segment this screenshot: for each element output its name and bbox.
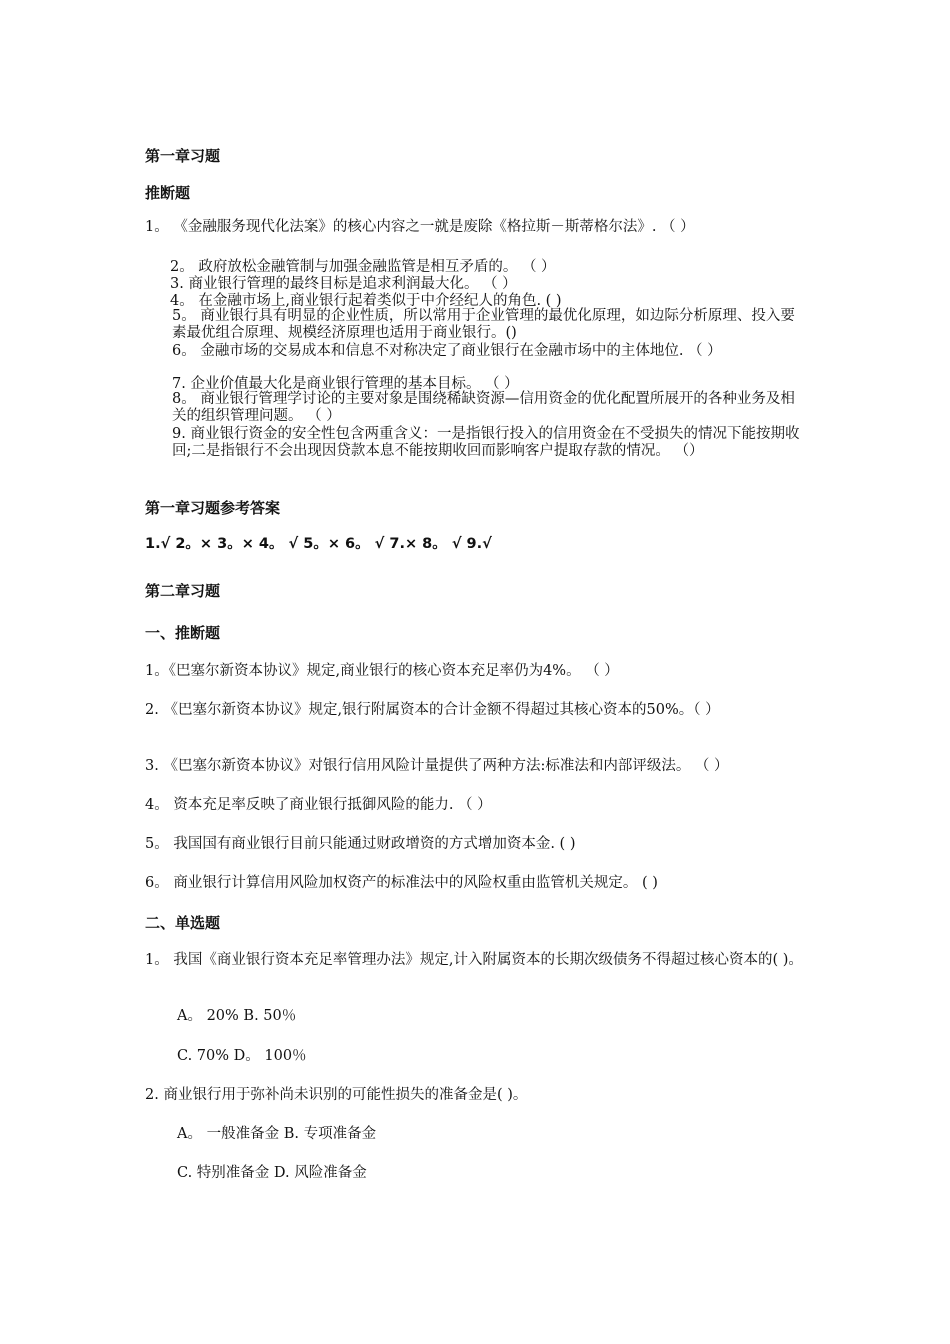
chapter1-answers: 1.√ 2。× 3。× 4。 √ 5。× 6。 √ 7.× 8。 √ 9.√	[145, 536, 492, 552]
ch1-question-7: 7. 企业价值最大化是商业银行管理的基本目标。 （ ）	[172, 376, 519, 392]
ch2-choice-1-options-ab: A。 20% B. 50％	[177, 1008, 297, 1024]
ch2-question-2: 2. 《巴塞尔新资本协议》规定,银行附属资本的合计金额不得超过其核心资本的50%。（ ）	[145, 702, 720, 718]
chapter1-section-judgment: 推断题	[145, 184, 191, 202]
ch1-question-8: 8。 商业银行管理学讨论的主要对象是围绕稀缺资源—信用资金的优化配置所展开的各种业务及相关的组织管理问题。 （ ）	[172, 391, 795, 424]
chapter2-title: 第二章习题	[145, 582, 221, 600]
ch1-question-2: 2。 政府放松金融管制与加强金融监管是相互矛盾的。 （ ）	[170, 259, 556, 275]
ch2-choice-2-options-cd: C. 特别准备金 D. 风险准备金	[177, 1165, 367, 1181]
ch1-question-1: 1。 《金融服务现代化法案》的核心内容之一就是废除《格拉斯－斯蒂格尔法》. （ ）	[145, 219, 695, 235]
ch1-question-9: 9. 商业银行资金的安全性包含两重含义：一是指银行投入的信用资金在不受损失的情况下能按期收回;二是指银行不会出现因贷款本息不能按期收回而影响客户提取存款的情况。 （）	[172, 426, 800, 459]
ch2-choice-2: 2. 商业银行用于弥补尚未识别的可能性损失的准备金是( )。	[145, 1087, 528, 1103]
ch2-question-1: 1。《巴塞尔新资本协议》规定,商业银行的核心资本充足率仍为4%。 （ ）	[145, 663, 619, 679]
ch1-question-5: 5。 商业银行具有明显的企业性质，所以常用于企业管理的最优化原理，如边际分析原理、投入要素最优组合原理、规模经济原理也适用于商业银行。()	[172, 308, 795, 341]
ch2-choice-1-options-cd: C. 70% D。 100％	[177, 1048, 307, 1064]
ch2-choice-2-options-ab: A。 一般准备金 B. 专项准备金	[177, 1126, 377, 1142]
ch1-question-6: 6。 金融市场的交易成本和信息不对称决定了商业银行在金融市场中的主体地位. （ ）	[172, 343, 722, 359]
chapter2-section-single-choice: 二、单选题	[145, 914, 221, 932]
ch2-choice-1: 1。 我国《商业银行资本充足率管理办法》规定,计入附属资本的长期次级债务不得超过核心资本的( )。	[145, 952, 803, 968]
chapter1-title: 第一章习题	[145, 147, 221, 165]
chapter2-section-judgment: 一、推断题	[145, 624, 221, 642]
chapter1-answers-title: 第一章习题参考答案	[145, 499, 281, 517]
ch2-question-4: 4。 资本充足率反映了商业银行抵御风险的能力. （ ）	[145, 797, 492, 813]
ch1-question-3: 3. 商业银行管理的最终目标是追求利润最大化。 （ ）	[170, 276, 517, 292]
ch2-question-5: 5。 我国国有商业银行目前只能通过财政增资的方式增加资本金. ( )	[145, 836, 576, 852]
ch1-question-4: 4。 在金融市场上,商业银行起着类似于中介经纪人的角色. ( )	[170, 293, 562, 309]
ch2-question-3: 3. 《巴塞尔新资本协议》对银行信用风险计量提供了两种方法:标准法和内部评级法。 （ ）	[145, 758, 729, 774]
ch2-question-6: 6。 商业银行计算信用风险加权资产的标准法中的风险权重由监管机关规定。 ( )	[145, 875, 658, 891]
